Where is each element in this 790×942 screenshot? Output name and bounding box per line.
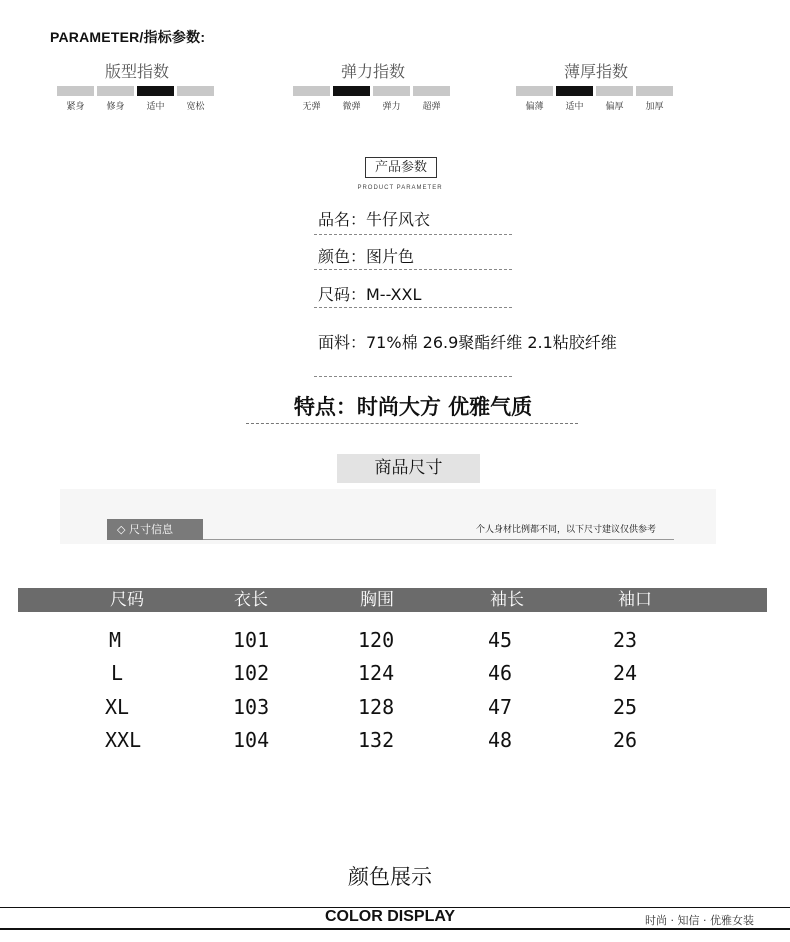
product-color: 颜色：图片色 xyxy=(318,247,415,266)
cell-cuff: 26 xyxy=(613,728,638,752)
header-length: 衣长 xyxy=(234,590,268,610)
gauge-labels xyxy=(57,99,217,112)
size-note: 个人身材比例都不同，以下尺寸建议仅供参考 xyxy=(476,525,657,535)
divider xyxy=(314,307,512,308)
gauge-label: 超弹 xyxy=(422,102,441,112)
gauge-label: 适中 xyxy=(146,102,165,112)
gauge-label: 无弹 xyxy=(302,102,321,112)
gauge-label: 加厚 xyxy=(645,102,664,112)
thickness-gauge xyxy=(516,60,676,112)
gauge-bar xyxy=(137,86,174,96)
cell-size: M xyxy=(109,628,122,652)
cell-length: 104 xyxy=(233,728,270,752)
gauge-bar xyxy=(373,86,410,96)
fit-gauge xyxy=(57,60,217,112)
color-display-subheading: COLOR DISPLAY xyxy=(325,908,456,925)
divider xyxy=(0,928,790,930)
header-chest: 胸围 xyxy=(360,590,394,610)
gauge-bar xyxy=(97,86,134,96)
parameter-title: PARAMETER/指标参数: xyxy=(50,29,206,45)
cell-length: 101 xyxy=(233,628,270,652)
gauge-bar xyxy=(57,86,94,96)
gauge-bar xyxy=(636,86,673,96)
gauge-labels xyxy=(516,99,676,112)
gauge-label: 适中 xyxy=(565,102,584,112)
cell-size: XL xyxy=(105,695,130,719)
product-param-title: 产品参数 xyxy=(365,157,437,178)
gauge-bar xyxy=(516,86,553,96)
gauge-label: 微弹 xyxy=(342,102,361,112)
gauge-bar xyxy=(177,86,214,96)
gauge-bar xyxy=(413,86,450,96)
gauge-label: 宽松 xyxy=(186,102,205,112)
cell-size: L xyxy=(111,661,124,685)
gauge-label: 弹力 xyxy=(382,102,401,112)
gauge-label: 紧身 xyxy=(66,102,85,112)
divider xyxy=(314,269,512,270)
product-param-subtitle: PRODUCT PARAMETER xyxy=(357,185,443,191)
cell-cuff: 25 xyxy=(613,695,638,719)
divider xyxy=(314,376,512,377)
product-size: 尺码：M--XXL xyxy=(318,285,422,304)
cell-length: 103 xyxy=(233,695,270,719)
cell-sleeve: 46 xyxy=(488,661,513,685)
gauge-labels xyxy=(293,99,453,112)
divider xyxy=(314,234,512,235)
divider xyxy=(246,423,578,424)
cell-sleeve: 47 xyxy=(488,695,513,719)
cell-chest: 124 xyxy=(358,661,395,685)
feature-text: 特点：时尚大方 优雅气质 xyxy=(293,395,533,419)
product-fabric: 面料：71%棉 26.9聚酯纤维 2.1粘胶纤维 xyxy=(318,333,617,352)
gauge-bars xyxy=(516,86,676,96)
gauge-bar xyxy=(293,86,330,96)
gauge-bars xyxy=(293,86,453,96)
gauge-bar xyxy=(556,86,593,96)
elasticity-gauge xyxy=(293,60,453,112)
cell-chest: 132 xyxy=(358,728,395,752)
header-sleeve: 袖长 xyxy=(490,590,524,610)
size-info-tab: ◇ 尺寸信息 xyxy=(107,519,203,540)
size-table-header xyxy=(18,588,767,612)
product-size-heading: 商品尺寸 xyxy=(337,454,480,483)
color-display-heading: 颜色展示 xyxy=(348,865,432,889)
cell-sleeve: 48 xyxy=(488,728,513,752)
gauge-name: 弹力指数 xyxy=(340,62,405,81)
gauge-label: 偏厚 xyxy=(605,102,624,112)
cell-chest: 120 xyxy=(358,628,395,652)
gauge-bar xyxy=(333,86,370,96)
cell-cuff: 24 xyxy=(613,661,638,685)
cell-length: 102 xyxy=(233,661,270,685)
cell-cuff: 23 xyxy=(613,628,638,652)
gauge-bar xyxy=(596,86,633,96)
gauge-name: 版型指数 xyxy=(104,62,169,81)
cell-size: XXL xyxy=(105,728,142,752)
cell-chest: 128 xyxy=(358,695,395,719)
gauge-name: 薄厚指数 xyxy=(563,62,628,81)
gauge-bars xyxy=(57,86,217,96)
divider xyxy=(203,539,674,540)
header-size: 尺码 xyxy=(110,590,144,610)
brand-tagline: 时尚 · 知信 · 优雅女装 xyxy=(645,914,754,927)
product-name: 品名：牛仔风衣 xyxy=(318,210,431,229)
gauge-label: 修身 xyxy=(106,102,125,112)
gauge-label: 偏薄 xyxy=(525,102,544,112)
cell-sleeve: 45 xyxy=(488,628,513,652)
header-cuff: 袖口 xyxy=(618,590,652,610)
